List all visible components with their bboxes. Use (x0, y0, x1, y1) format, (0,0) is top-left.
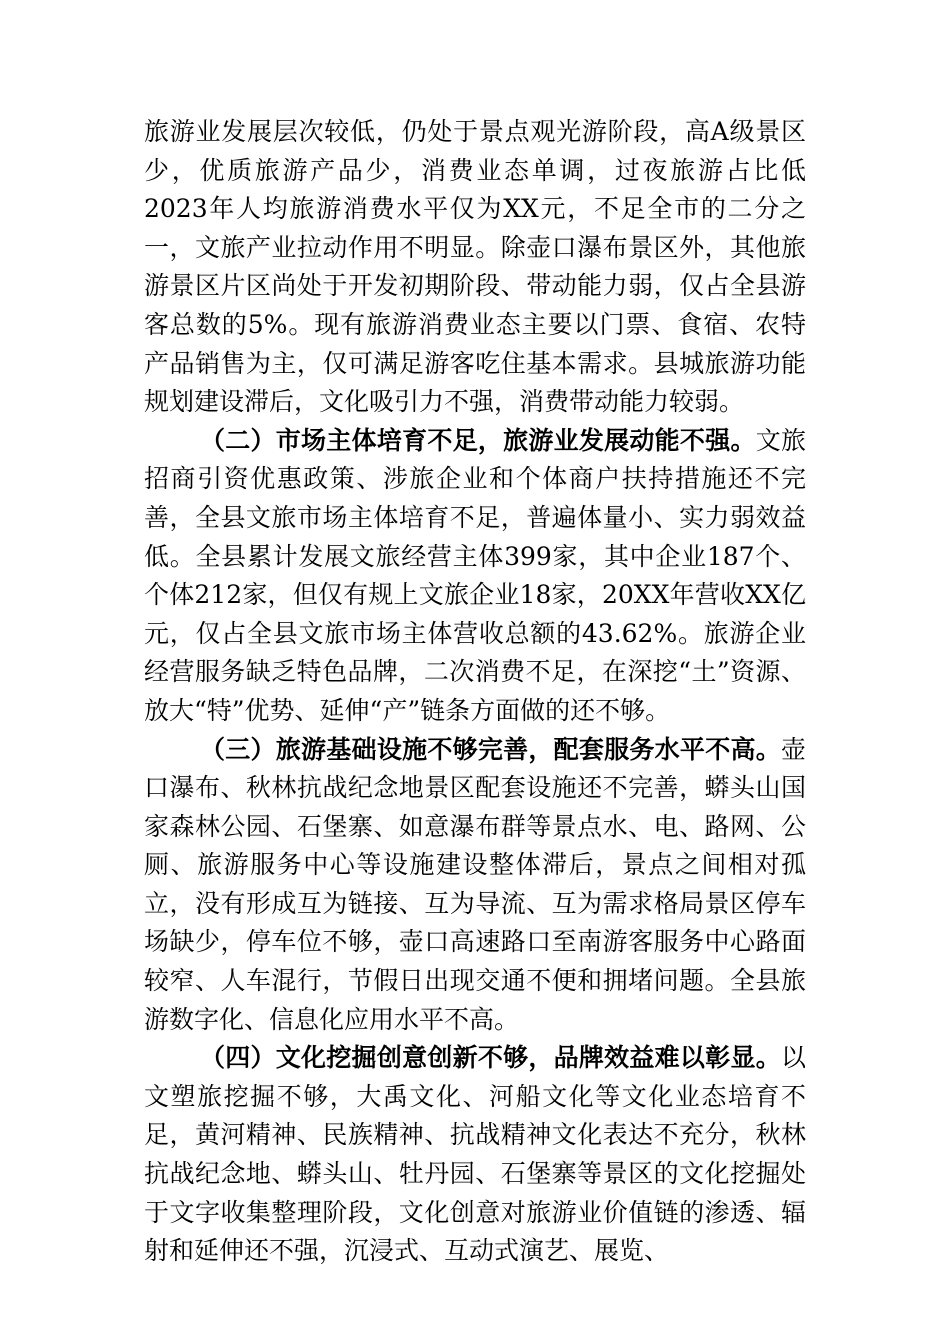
section-heading-3: （三）旅游基础设施不够完善，配套服务水平不高。 (200, 734, 781, 764)
paragraph-tourism-level (144, 113, 806, 422)
paragraph-body: 文旅招商引资优惠政策、涉旅企业和个体商户扶持措施还不完善，全县文旅市场主体培育不足，普遍体量小、实力弱效益低。全县累计发展文旅经营主体399家，其中企业187个、个体212家，但仅有规上文旅企业18家，20XX年营收XX亿元，仅占全县文旅市场主体营收总额的43.62%。旅游企业经营服务缺乏特色品牌，二次消费不足，在深挖“土”资源、放大“特”优势、延伸“产”链条方面做的还不够。 (144, 425, 806, 725)
paragraph-infrastructure (144, 731, 806, 1040)
section-heading-2: （二）市场主体培育不足，旅游业发展动能不强。 (200, 425, 756, 455)
paragraph-culture-creativity (144, 1039, 806, 1271)
paragraph-body: 旅游业发展层次较低，仍处于景点观光游阶段，高A级景区少，优质旅游产品少，消费业态单调，过夜旅游占比低2023年人均旅游消费水平仅为XX元，不足全市的二分之一，文旅产业拉动作用不明显。除壶口瀑布景区外，其他旅游景区片区尚处于开发初期阶段、带动能力弱，仅占全县游客总数的5%。现有旅游消费业态主要以门票、食宿、农特产品销售为主，仅可满足游客吃住基本需求。县城旅游功能规划建设滞后，文化吸引力不强，消费带动能力较弱。 (144, 117, 806, 417)
paragraph-body: 壶口瀑布、秋林抗战纪念地景区配套设施还不完善，蟒头山国家森林公园、石堡寨、如意瀑布群等景点水、电、路网、公厕、旅游服务中心等设施建设整体滞后，景点之间相对孤立，没有形成互为链接、互为导流、互为需求格局景区停车场缺少，停车位不够，壶口高速路口至南游客服务中心路面较窄、人车混行，节假日出现交通不便和拥堵问题。全县旅游数字化、信息化应用水平不高。 (144, 734, 806, 1034)
paragraph-body: 以文塑旅挖掘不够，大禹文化、河船文化等文化业态培育不足，黄河精神、民族精神、抗战精神文化表达不充分，秋林抗战纪念地、蟒头山、牡丹园、石堡寨等景区的文化挖掘处于文字收集整理阶段，文化创意对旅游业价值链的渗透、辐射和延伸还不强，沉浸式、互动式演艺、展览、 (144, 1043, 806, 1266)
paragraph-market-entities (144, 422, 806, 731)
document-body (144, 113, 806, 1271)
section-heading-4: （四）文化挖掘创意创新不够，品牌效益难以彰显。 (200, 1043, 781, 1073)
